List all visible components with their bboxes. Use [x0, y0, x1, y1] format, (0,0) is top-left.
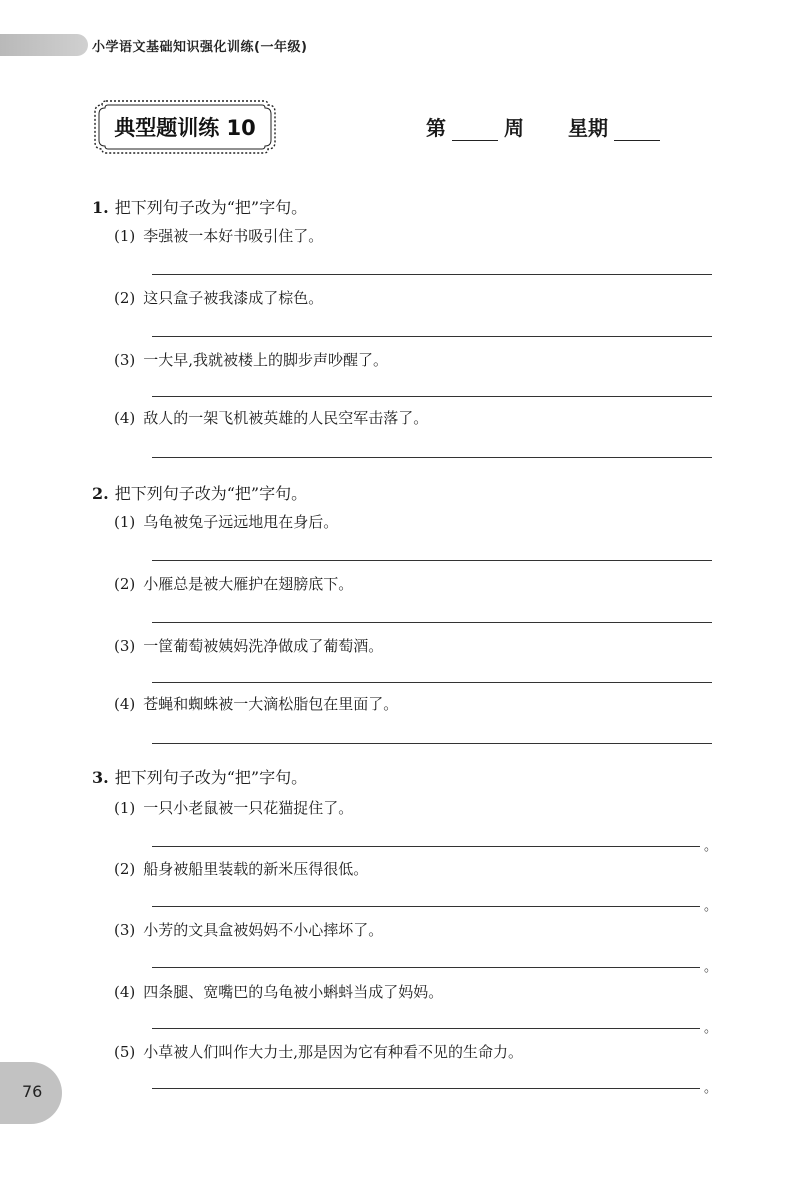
- item-number: (1): [114, 513, 136, 531]
- question-heading: [92, 766, 732, 790]
- question-heading: [92, 482, 732, 506]
- item-number: (1): [114, 227, 136, 245]
- item-number: (3): [114, 921, 136, 939]
- list-item: [114, 1042, 523, 1062]
- answer-line[interactable]: [152, 396, 712, 397]
- answer-line[interactable]: [152, 906, 700, 907]
- list-item: [114, 226, 323, 246]
- answer-line[interactable]: [152, 846, 700, 847]
- question-instruction: 把下列句子改为“把”字句。: [114, 198, 308, 217]
- list-item: [114, 636, 383, 656]
- item-text: 苍蝇和蜘蛛被一大滴松脂包在里面了。: [143, 695, 399, 713]
- week-day-fields: [426, 112, 660, 141]
- sentence-period: 。: [704, 899, 718, 914]
- answer-line[interactable]: [152, 1028, 700, 1029]
- list-item: [114, 982, 443, 1002]
- answer-line[interactable]: [152, 336, 712, 337]
- item-text: 小芳的文具盒被妈妈不小心摔坏了。: [143, 921, 384, 939]
- item-number: (2): [114, 289, 136, 307]
- item-text: 一只小老鼠被一只花猫捉住了。: [143, 799, 354, 817]
- exercise-title-badge: [92, 98, 278, 156]
- item-text: 一筐葡萄被姨妈洗净做成了葡萄酒。: [143, 637, 384, 655]
- answer-line[interactable]: [152, 560, 712, 561]
- question-heading: [92, 196, 732, 220]
- day-label: 星期: [568, 116, 608, 140]
- list-item: [114, 798, 353, 818]
- item-number: (4): [114, 695, 136, 713]
- question-1: [92, 196, 732, 466]
- list-item: [114, 408, 428, 428]
- item-text: 一大早,我就被楼上的脚步声吵醒了。: [143, 351, 389, 369]
- question-number: 3.: [92, 768, 109, 787]
- item-text: 乌龟被兔子远远地甩在身后。: [143, 513, 339, 531]
- item-text: 四条腿、宽嘴巴的乌龟被小蝌蚪当成了妈妈。: [143, 983, 444, 1001]
- item-number: (4): [114, 409, 136, 427]
- question-instruction: 把下列句子改为“把”字句。: [114, 484, 308, 503]
- book-title: 小学语文基础知识强化训练(一年级): [92, 40, 308, 55]
- exercise-title: 典型题训练 10: [114, 116, 256, 140]
- question-number: 2.: [92, 484, 109, 503]
- item-number: (5): [114, 1043, 136, 1061]
- list-item: [114, 574, 353, 594]
- item-text: 船身被船里装载的新米压得很低。: [143, 860, 369, 878]
- item-number: (2): [114, 575, 136, 593]
- question-3: [92, 766, 732, 1096]
- list-item: [114, 512, 338, 532]
- page-number: 76: [22, 1082, 43, 1101]
- item-text: 小草被人们叫作大力士,那是因为它有种看不见的生命力。: [143, 1043, 524, 1061]
- item-number: (1): [114, 799, 136, 817]
- list-item: [114, 920, 383, 940]
- week-prefix: 第: [426, 116, 446, 140]
- answer-line[interactable]: [152, 967, 700, 968]
- week-suffix: 周: [504, 116, 524, 140]
- item-number: (3): [114, 351, 136, 369]
- sentence-period: 。: [704, 1021, 718, 1036]
- list-item: [114, 694, 398, 714]
- answer-line[interactable]: [152, 622, 712, 623]
- week-blank[interactable]: [452, 116, 498, 141]
- day-blank[interactable]: [614, 116, 660, 141]
- item-text: 李强被一本好书吸引住了。: [143, 227, 324, 245]
- item-number: (3): [114, 637, 136, 655]
- answer-line[interactable]: [152, 274, 712, 275]
- answer-line[interactable]: [152, 1088, 700, 1089]
- item-text: 敌人的一架飞机被英雄的人民空军击落了。: [143, 409, 429, 427]
- header-tab: [0, 34, 88, 56]
- sentence-period: 。: [704, 960, 718, 975]
- list-item: [114, 859, 368, 879]
- list-item: [114, 288, 323, 308]
- answer-line[interactable]: [152, 457, 712, 458]
- answer-line[interactable]: [152, 682, 712, 683]
- list-item: [114, 350, 388, 370]
- item-number: (4): [114, 983, 136, 1001]
- item-number: (2): [114, 860, 136, 878]
- question-instruction: 把下列句子改为“把”字句。: [114, 768, 308, 787]
- answer-line[interactable]: [152, 743, 712, 744]
- item-text: 小雁总是被大雁护在翅膀底下。: [143, 575, 354, 593]
- question-number: 1.: [92, 198, 109, 217]
- sentence-period: 。: [704, 839, 718, 854]
- item-text: 这只盒子被我漆成了棕色。: [143, 289, 324, 307]
- question-2: [92, 482, 732, 752]
- sentence-period: 。: [704, 1081, 718, 1096]
